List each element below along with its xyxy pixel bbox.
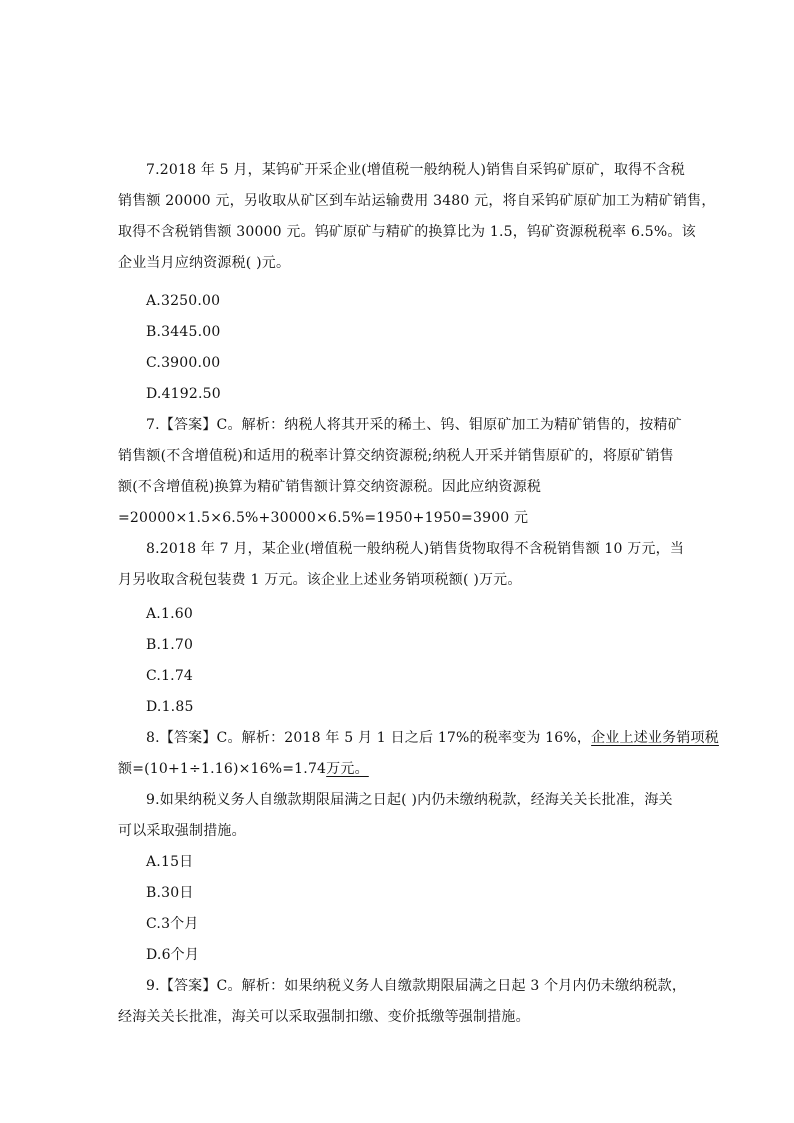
- answer-9-line-1: 9.【答案】C。解析：如果纳税义务人自缴款期限届满之日起 3 个月内仍未缴纳税款，: [146, 978, 687, 994]
- question-8-option-c: C.1.74: [146, 668, 194, 684]
- question-7-line-3: 取得不含税销售额 30000 元。钨矿原矿与精矿的换算比为 1.5，钨矿资源税税率 6.5%。该: [118, 224, 696, 240]
- question-9-option-c: C.3个月: [146, 916, 199, 932]
- question-9-line-2: 可以采取强制措施。: [118, 823, 246, 839]
- answer-8-line-2-underlined: 万元。: [326, 761, 369, 777]
- question-8-line-1: 8.2018 年 7 月，某企业(增值税一般纳税人)销售货物取得不含税销售额 10 万元，当: [146, 541, 685, 557]
- answer-7-line-4: =20000×1.5×6.5%+30000×6.5%=1950+1950=3900 元: [118, 510, 529, 526]
- question-7-line-4: 企业当月应纳资源税( )元。: [118, 255, 291, 271]
- question-8-line-2: 月另收取含税包装费 1 万元。该企业上述业务销项税额( )万元。: [118, 572, 522, 588]
- question-7-option-b: B.3445.00: [146, 324, 221, 340]
- answer-7-line-3: 额(不含增值税)换算为精矿销售额计算交纳资源税。因此应纳资源税: [118, 479, 542, 495]
- question-9-line-1: 9.如果纳税义务人自缴款期限届满之日起( )内仍未缴纳税款，经海关关长批准，海关: [146, 792, 673, 808]
- answer-9-line-2: 经海关关长批准，海关可以采取强制扣缴、变价抵缴等强制措施。: [118, 1009, 530, 1025]
- answer-7-line-2: 销售额(不含增值税)和适用的税率计算交纳资源税;纳税人开采并销售原矿的，将原矿销售: [118, 448, 674, 464]
- answer-8-line-1-text: 8.【答案】C。解析：2018 年 5 月 1 日之后 17%的税率变为 16%，: [146, 730, 592, 746]
- answer-8-line-1: [146, 729, 719, 747]
- question-9-option-b: B.30日: [146, 885, 194, 901]
- answer-8-line-1-underlined: 企业上述业务销项税: [591, 730, 719, 746]
- answer-8-line-2-text: 额=(10+1÷1.16)×16%=1.74: [118, 761, 327, 777]
- question-7-option-d: D.4192.50: [146, 386, 221, 402]
- question-7-line-1: 7.2018 年 5 月，某钨矿开采企业(增值税一般纳税人)销售自采钨矿原矿，取得不含税: [146, 162, 685, 178]
- question-7-option-a: A.3250.00: [146, 293, 221, 309]
- question-8-option-b: B.1.70: [146, 637, 194, 653]
- question-9-option-d: D.6个月: [146, 947, 200, 963]
- question-7-option-c: C.3900.00: [146, 355, 221, 371]
- question-7-line-2: 销售额 20000 元，另收取从矿区到车站运输费用 3480 元，将自采钨矿原矿加工为精矿销售，: [118, 193, 716, 209]
- answer-7-line-1: 7.【答案】C。解析：纳税人将其开采的稀土、钨、钼原矿加工为精矿销售的，按精矿: [146, 417, 682, 433]
- question-8-option-a: A.1.60: [146, 606, 193, 622]
- answer-8-line-2: [118, 760, 369, 778]
- question-8-option-d: D.1.85: [146, 699, 194, 715]
- question-9-option-a: A.15日: [146, 854, 194, 870]
